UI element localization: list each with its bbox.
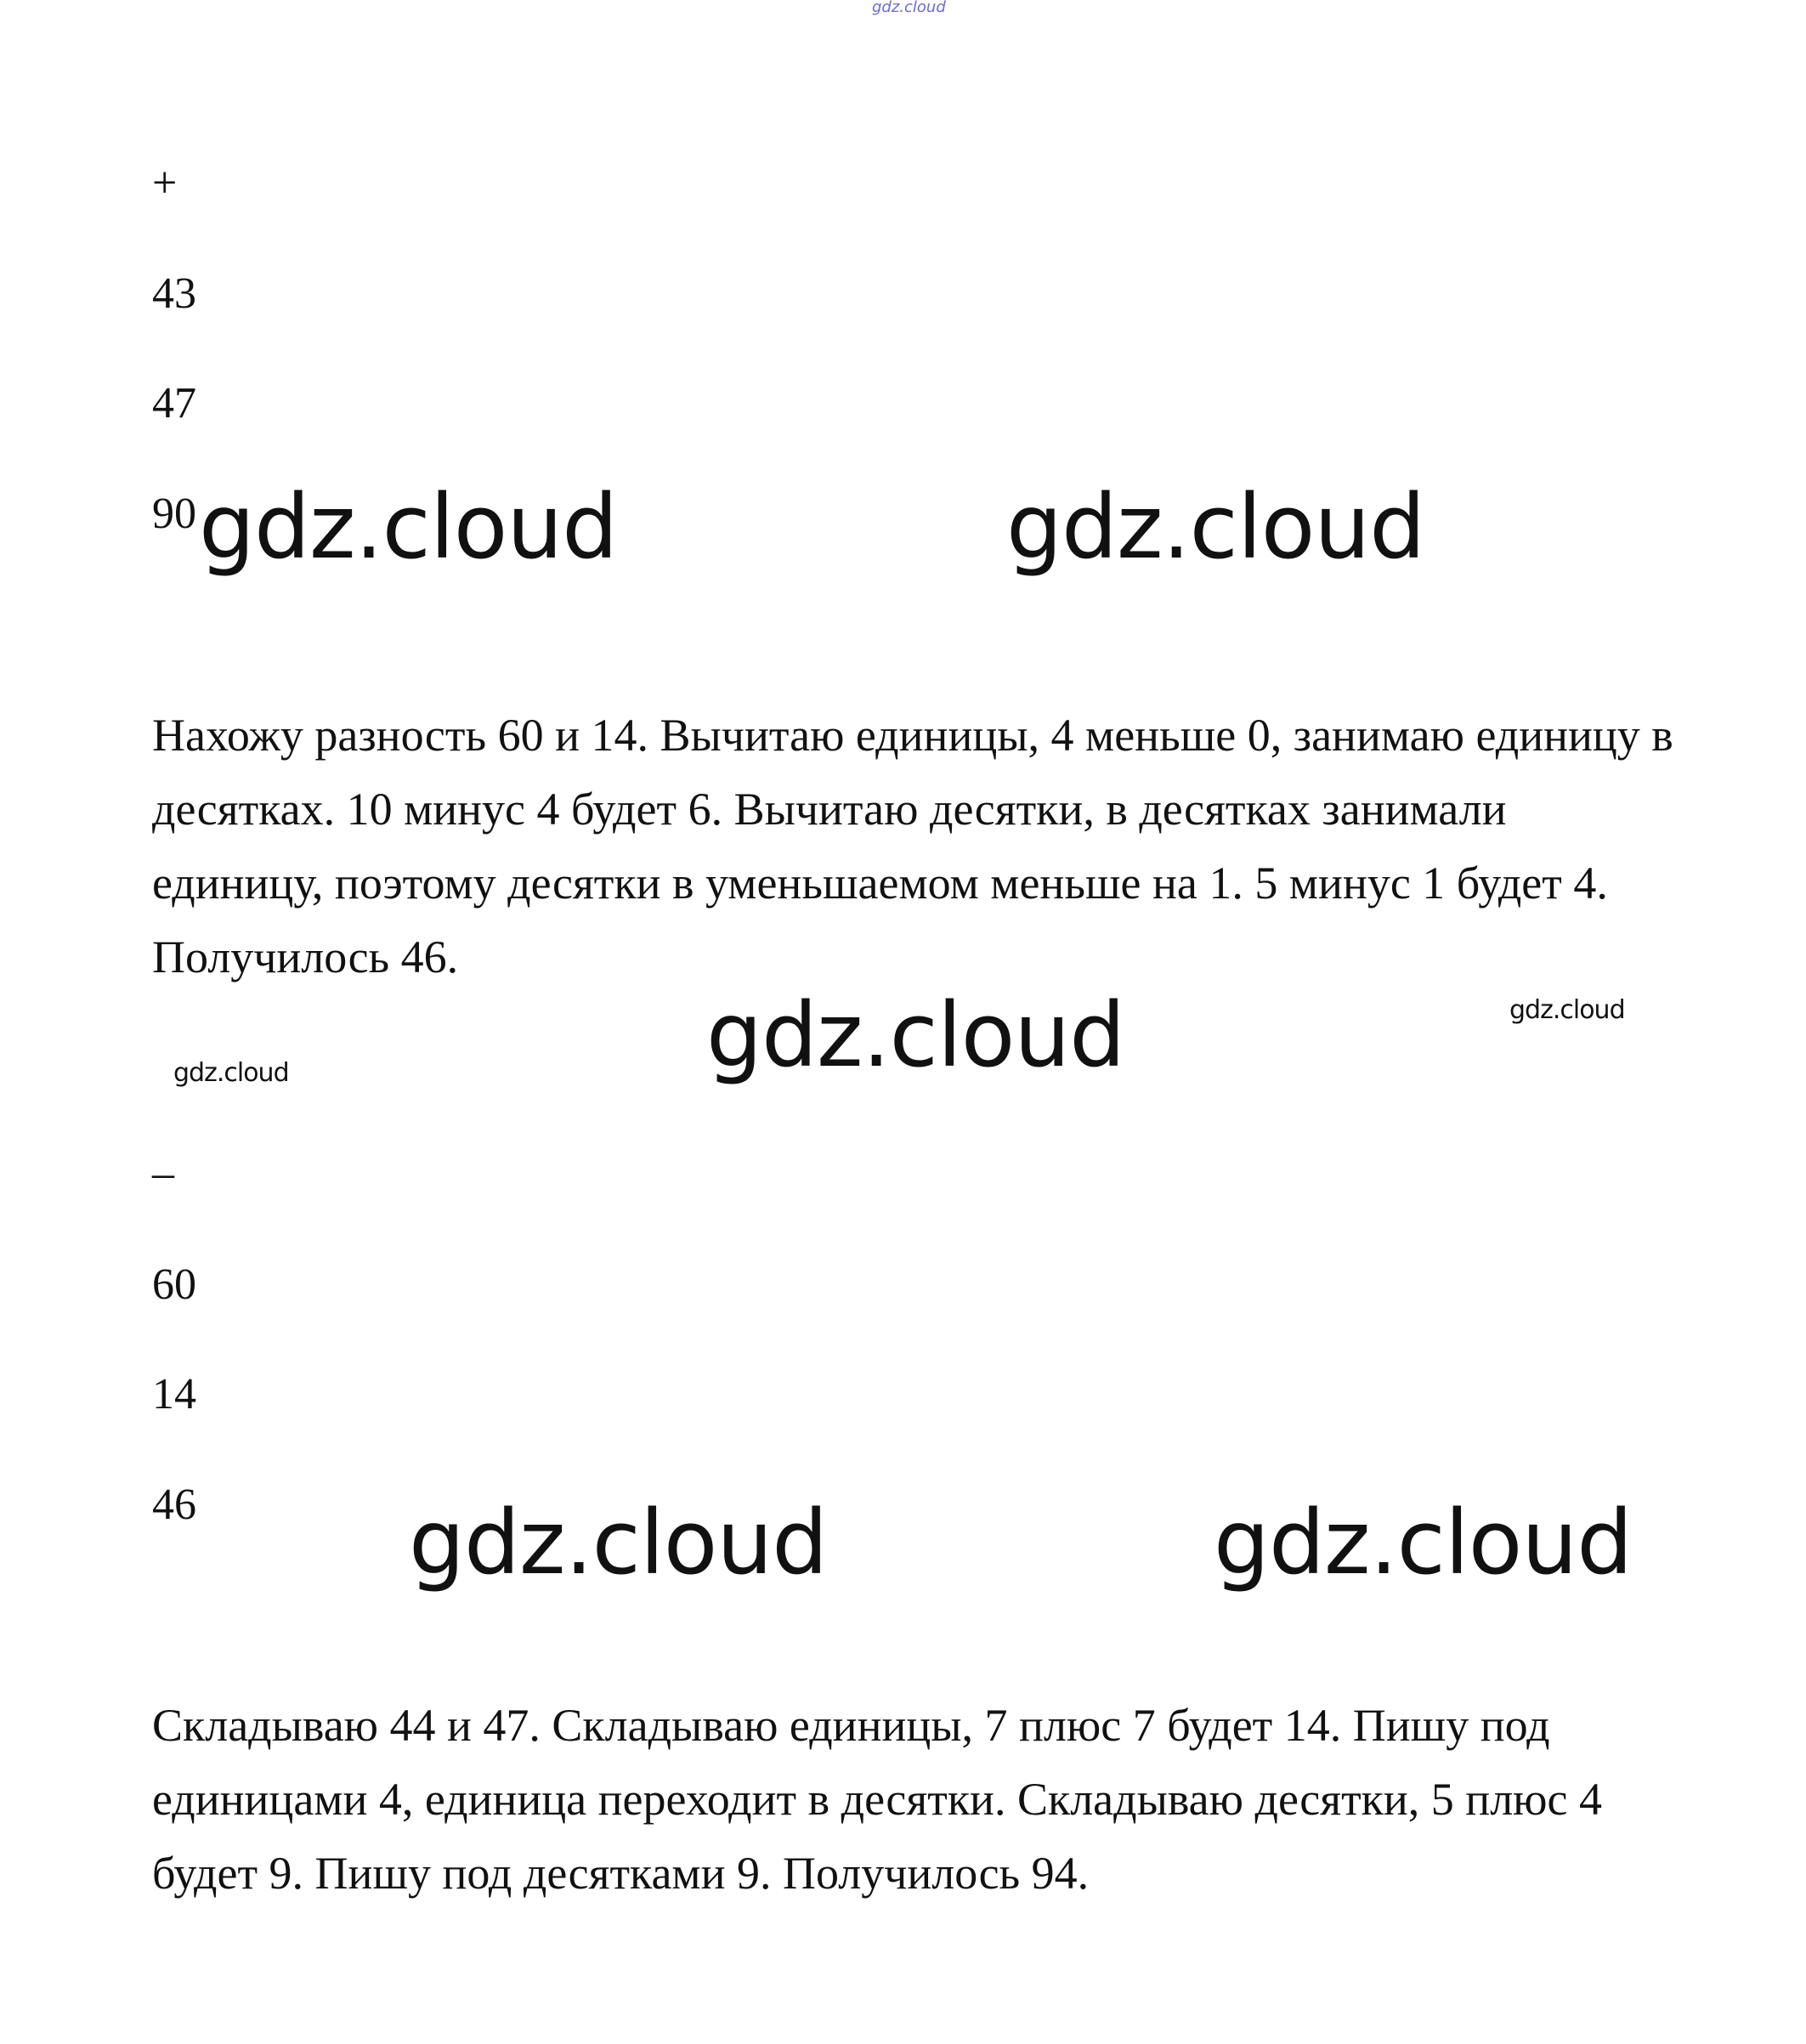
- watermark-gdz-cloud: gdz.cloud: [409, 1491, 828, 1594]
- result-90: 90: [152, 490, 196, 538]
- watermark-gdz-cloud-small: gdz.cloud: [1509, 995, 1625, 1025]
- watermark-gdz-cloud: gdz.cloud: [199, 475, 618, 579]
- explanation-subtraction: Нахожу разность 60 и 14. Вычитаю единицы, 4 меньше 0, занимаю единицу в десятках. 10 минус 4 будет 6. Вычитаю десятки, в десятках занимали единицу, поэтому десятки в уменьшаемом меньше на 1. 5 минус 1 будет 4. Получилось 46.: [152, 710, 1673, 982]
- operand-47: 47: [152, 379, 196, 427]
- watermark-gdz-cloud: gdz.cloud: [1006, 475, 1425, 579]
- watermark-gdz-cloud-small: gdz.cloud: [173, 1058, 289, 1088]
- operator-minus: –: [152, 1149, 174, 1198]
- operand-43: 43: [152, 269, 196, 318]
- header-watermark: gdz.cloud: [872, 0, 946, 16]
- watermark-gdz-cloud: gdz.cloud: [706, 983, 1125, 1087]
- operand-60: 60: [152, 1260, 196, 1309]
- watermark-gdz-cloud: gdz.cloud: [1214, 1491, 1633, 1594]
- result-46: 46: [152, 1481, 196, 1529]
- operator-plus: +: [152, 159, 178, 207]
- operand-14: 14: [152, 1370, 196, 1418]
- explanation-addition: Складываю 44 и 47. Складываю единицы, 7 плюс 7 будет 14. Пишу под единицами 4, единица переходит в десятки. Складываю десятки, 5 плюс 4 будет 9. Пишу под десятками 9. Получилось 94.: [152, 1700, 1602, 1899]
